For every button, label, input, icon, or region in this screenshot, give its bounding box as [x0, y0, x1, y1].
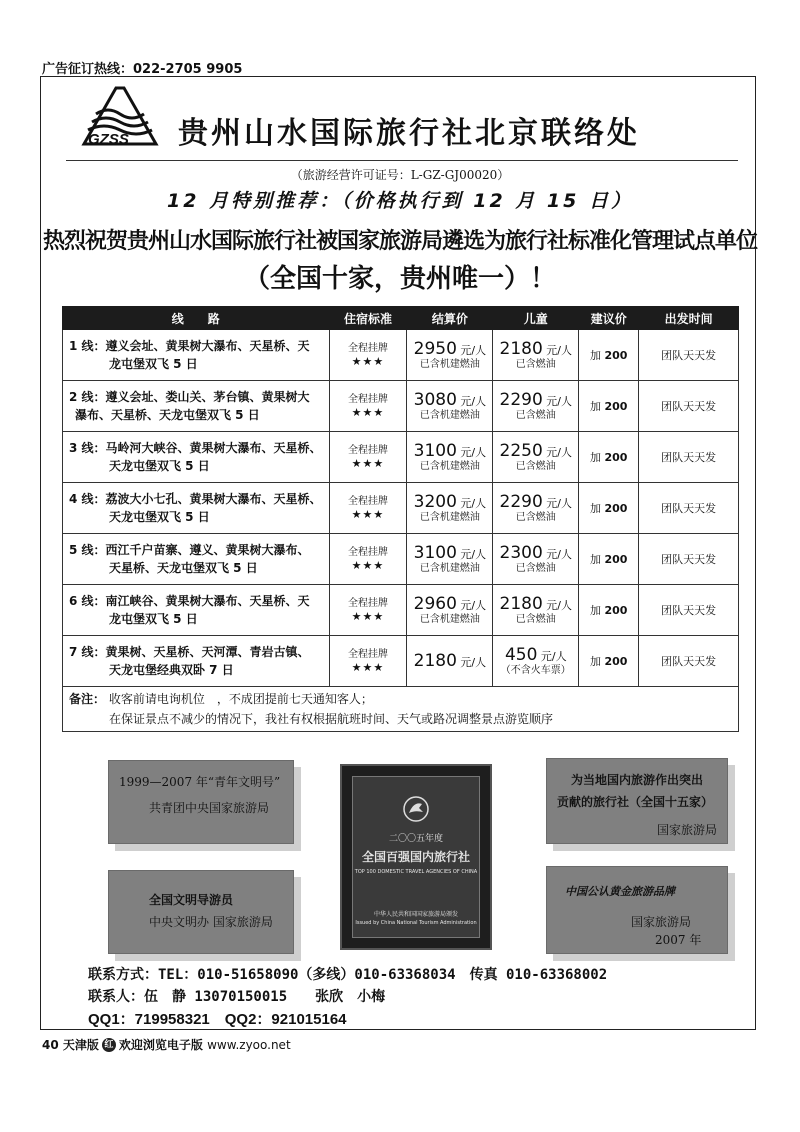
headline: 热烈祝贺贵州山水国际旅行社被国家旅游局遴选为旅行社标准化管理试点单位	[42, 229, 757, 254]
plaque-issuer: 中华人民共和国国家旅游局颁发	[373, 911, 458, 918]
logo-text: GZSS	[88, 131, 129, 148]
header-hotel: 住宿标准	[329, 307, 407, 330]
price-cell: 2960 元/人 已含机建燃油	[407, 585, 493, 636]
route-cell: 7 线：黄果树、天星桥、天河潭、青岩古镇、 天龙屯堡经典双卧 7 日	[63, 636, 330, 687]
suggested-price-cell: 加 200	[579, 432, 639, 483]
plaque-issuer-en: Issued by China National Tourism Administration	[355, 920, 477, 926]
contact-phones: 联系方式：TEL：010-51658090（多线）010-63368034 传真 010-63368002	[88, 967, 608, 983]
table-header-row	[63, 307, 739, 330]
table-row	[63, 534, 739, 585]
table-row	[63, 432, 739, 483]
price-cell: 3200 元/人 已含机建燃油	[407, 483, 493, 534]
edition-label: 天津版	[62, 1038, 99, 1052]
hotel-cell: 全程挂牌 ★★★	[329, 381, 407, 432]
table-row	[63, 381, 739, 432]
top100-plaque	[340, 764, 492, 950]
award-golden-brand: 中国公认黄金旅游品牌 国家旅游局 2007 年	[546, 866, 728, 954]
departure-cell: 团队天天发	[639, 330, 739, 381]
hotel-cell: 全程挂牌 ★★★	[329, 636, 407, 687]
emblem-icon	[402, 795, 430, 823]
route-cell: 6 线：南江峡谷、黄果树大瀑布、天星桥、天 龙屯堡双飞 5 日	[63, 585, 330, 636]
award-youth-civilization: 1999—2007 年“青年文明号” 共青团中央国家旅游局	[108, 760, 294, 844]
headline-sub: （全国十家，贵州唯一）！	[243, 264, 556, 294]
departure-cell: 团队天天发	[639, 585, 739, 636]
route-cell: 3 线：马岭河大峡谷、黄果树大瀑布、天星桥、 天龙屯堡双飞 5 日	[63, 432, 330, 483]
ad-hotline: 广告征订热线：022-2705 9905	[42, 62, 243, 77]
award-domestic-tourism: 为当地国内旅游作出突出 贡献的旅行社（全国十五家） 国家旅游局	[546, 758, 728, 844]
child-price-cell: 2290 元/人 已含燃油	[493, 483, 579, 534]
price-cell: 2950 元/人 已含机建燃油	[407, 330, 493, 381]
company-logo	[66, 84, 166, 152]
child-price-cell: 2180 元/人 已含燃油	[493, 585, 579, 636]
routes-table	[62, 306, 739, 732]
table-row	[63, 636, 739, 687]
price-cell: 2180 元/人	[407, 636, 493, 687]
welcome-text: 欢迎浏览电子版	[118, 1038, 203, 1052]
departure-cell: 团队天天发	[639, 432, 739, 483]
table-row	[63, 585, 739, 636]
license-number: （旅游经营许可证号：L-GZ-GJ00020）	[290, 168, 510, 182]
route-cell: 2 线：遵义会址、娄山关、茅台镇、黄果树大 瀑布、天星桥、天龙屯堡双飞 5 日	[63, 381, 330, 432]
plaque-title-en: TOP 100 DOMESTIC TRAVEL AGENCIES OF CHINA	[354, 869, 478, 875]
price-cell: 3100 元/人 已含机建燃油	[407, 534, 493, 585]
suggested-price-cell: 加 200	[579, 585, 639, 636]
child-price-cell: 2300 元/人 已含燃油	[493, 534, 579, 585]
hotel-cell: 全程挂牌 ★★★	[329, 585, 407, 636]
route-cell: 1 线：遵义会址、黄果树大瀑布、天星桥、天 龙屯堡双飞 5 日	[63, 330, 330, 381]
header-departure: 出发时间	[639, 307, 739, 330]
header-divider	[66, 160, 738, 161]
suggested-price-cell: 加 200	[579, 534, 639, 585]
header-route: 线 路	[63, 307, 330, 330]
plaque-year: 二〇〇五年度	[388, 834, 443, 844]
suggested-price-cell: 加 200	[579, 636, 639, 687]
route-cell: 4 线：荔波大小七孔、黄果树大瀑布、天星桥、 天龙屯堡双飞 5 日	[63, 483, 330, 534]
note-cell	[63, 687, 739, 732]
hotel-cell: 全程挂牌 ★★★	[329, 534, 407, 585]
contact-qq: QQ1：719958321 QQ2：921015164	[88, 1011, 347, 1028]
header-child: 儿童	[493, 307, 579, 330]
december-promo: 12 月特别推荐：（价格执行到 12 月 15 日）	[167, 190, 633, 212]
table-row	[63, 483, 739, 534]
child-price-cell: 450 元/人 （不含火车票）	[493, 636, 579, 687]
hotel-cell: 全程挂牌 ★★★	[329, 483, 407, 534]
table-note-row	[63, 687, 739, 732]
suggested-price-cell: 加 200	[579, 483, 639, 534]
plaque-title: 全国百强国内旅行社	[361, 850, 470, 864]
hotel-cell: 全程挂牌 ★★★	[329, 330, 407, 381]
suggested-price-cell: 加 200	[579, 330, 639, 381]
note-line-1: 收客前请电询机位 ，不成团提前七天通知客人；	[108, 692, 373, 706]
company-name: 贵州山水国际旅行社北京联络处	[178, 116, 640, 151]
page-number: 40	[42, 1037, 59, 1052]
plaque-face	[352, 776, 480, 938]
page-footer	[42, 1036, 291, 1053]
red-badge-icon: 红	[102, 1038, 116, 1052]
departure-cell: 团队天天发	[639, 483, 739, 534]
header-suggested: 建议价	[579, 307, 639, 330]
contact-persons: 联系人：伍 静 13070150015 张欣 小梅	[88, 989, 386, 1005]
child-price-cell: 2290 元/人 已含燃油	[493, 381, 579, 432]
note-line-2: 在保证景点不减少的情况下，我社有权根据航班时间、天气或路况调整景点游览顺序	[109, 712, 554, 726]
price-cell: 3080 元/人 已含机建燃油	[407, 381, 493, 432]
departure-cell: 团队天天发	[639, 636, 739, 687]
table-row	[63, 330, 739, 381]
departure-cell: 团队天天发	[639, 534, 739, 585]
suggested-price-cell: 加 200	[579, 381, 639, 432]
child-price-cell: 2180 元/人 已含燃油	[493, 330, 579, 381]
header-price: 结算价	[407, 307, 493, 330]
departure-cell: 团队天天发	[639, 381, 739, 432]
website-link[interactable]: www.zyoo.net	[207, 1037, 291, 1052]
award-civilized-guide: 全国文明导游员 中央文明办 国家旅游局	[108, 870, 294, 954]
hotel-cell: 全程挂牌 ★★★	[329, 432, 407, 483]
route-cell: 5 线：西江千户苗寨、遵义、黄果树大瀑布、 天星桥、天龙屯堡双飞 5 日	[63, 534, 330, 585]
child-price-cell: 2250 元/人 已含燃油	[493, 432, 579, 483]
price-cell: 3100 元/人 已含机建燃油	[407, 432, 493, 483]
note-label: 备注：	[69, 692, 106, 706]
